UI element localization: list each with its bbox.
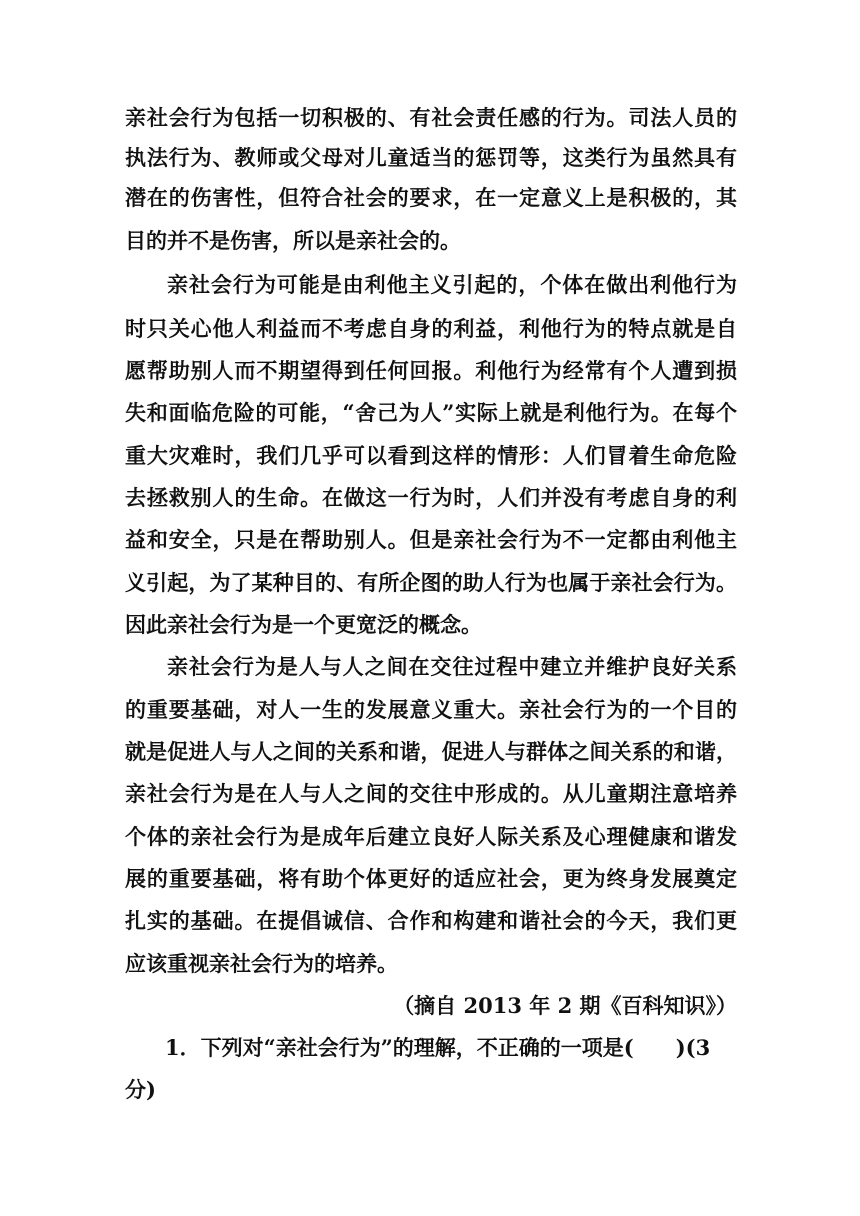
paragraph-3-line-8: 应该重视亲社会行为的培养。 [125,951,398,976]
paragraph-3-line-6: 展的重要基础，将有助个体更好的适应社会，更为终身发展奠定 [125,866,737,891]
paragraph-2-line-1: 亲社会行为可能是由利他主义引起的，个体在做出利他行为 [167,272,737,297]
paragraph-2-line-2: 时只关心他人利益而不考虑自身的利益，利他行为的特点就是自 [125,316,737,341]
paragraph-3-line-2: 的重要基础，对人一生的发展意义重大。亲社会行为的一个目的 [125,697,737,722]
paragraph-2-line-4: 失和面临危险的可能，“舍己为人”实际上就是利他行为。在每个 [125,400,737,425]
paragraph-1-line-4: 目的并不是伤害，所以是亲社会的。 [125,228,461,253]
paragraph-1-line-2: 执法行为、教师或父母对儿童适当的惩罚等，这类行为虽然具有 [125,145,737,170]
paragraph-2-line-9: 因此亲社会行为是一个更宽泛的概念。 [125,612,482,637]
paragraph-3-line-4: 亲社会行为是在人与人之间的交往中形成的。从儿童期注意培养 [125,781,737,806]
paragraph-3-line-1: 亲社会行为是人与人之间在交往过程中建立并维护良好关系 [167,654,737,679]
paragraph-2-line-8: 义引起，为了某种目的、有所企图的助人行为也属于亲社会行为。 [125,570,737,595]
paragraph-2-line-7: 益和安全，只是在帮助别人。但是亲社会行为不一定都由利他主 [125,527,737,552]
paragraph-2-line-6: 去拯救别人的生命。在做这一行为时，人们并没有考虑自身的利 [125,485,737,510]
question-1-line-1: 1．下列对“亲社会行为”的理解，不正确的一项是( )(3 [165,1035,711,1060]
paragraph-3-line-7: 扎实的基础。在提倡诚信、合作和构建和谐社会的今天，我们更 [125,908,737,933]
paragraph-3-line-3: 就是促进人与人之间的关系和谐，促进人与群体之间关系的和谐， [125,739,737,764]
paragraph-1-line-1: 亲社会行为包括一切积极的、有社会责任感的行为。司法人员的 [125,105,737,130]
paragraph-3-line-5: 个体的亲社会行为是成年后建立良好人际关系及心理健康和谐发 [125,824,737,849]
source-citation: （摘自 2013 年 2 期《百科知识》） [393,993,737,1018]
paragraph-1-line-3: 潜在的伤害性，但符合社会的要求，在一定意义上是积极的，其 [125,185,737,210]
question-1-line-2: 分) [125,1077,156,1102]
paragraph-2-line-5: 重大灾难时，我们几乎可以看到这样的情形：人们冒着生命危险 [125,443,737,468]
paragraph-2-line-3: 愿帮助别人而不期望得到任何回报。利他行为经常有个人遭到损 [125,358,737,383]
